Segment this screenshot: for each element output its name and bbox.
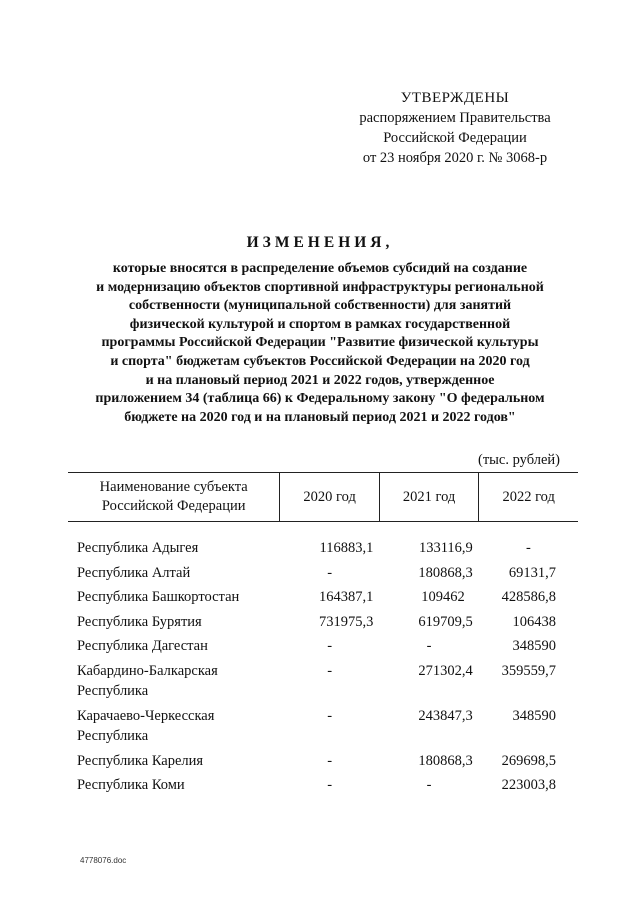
value-2020: - [327,752,333,769]
header-region: Наименование субъекта Российской Федерации [68,473,280,522]
header-2021: 2021 год [379,473,478,522]
value-2021: 243847,3 [418,707,473,724]
subtitle-line: которые вносятся в распределение объемов субсидий на создание [112,261,528,276]
value-2021: 619709,5 [418,613,473,630]
approval-line-1: распоряжением Правительства [359,110,551,126]
value-2021: 271302,4 [418,662,473,679]
value-2022: 428586,8 [501,589,556,605]
value-2022: - [525,540,531,556]
subtitle-line: собственности (муниципальной собственности) для занятий [128,298,512,314]
value-2022: 269698,5 [501,752,556,769]
value-2020: - [327,707,333,724]
table-row [68,587,578,612]
region-name: Карачаево-Черкесская Республика [77,707,215,744]
value-2020: 731975,3 [318,613,374,630]
subtitle-line: программы Российской Федерации "Развитие физической культуры [101,335,539,351]
region-name: Республика Адыгея [77,540,199,556]
header-2020: 2020 год [280,473,379,522]
approval-line-3: от 23 ноября 2020 г. № 3068-р [362,150,548,166]
region-name: Кабардино-Балкарская Республика [77,662,218,699]
value-2022: 359559,7 [501,662,556,679]
value-2020: - [327,564,333,581]
table-row [68,522,578,563]
value-2021: - [426,638,432,654]
header-2022: 2022 год [479,473,578,522]
approval-line-2: Российской Федерации [383,130,527,146]
value-2020: - [327,777,333,793]
region-name: Республика Дагестан [77,638,208,654]
units-label: (тыс. рублей) [478,452,560,468]
subtitle-line: приложением 34 (таблица 66) к Федеральному закону "О федеральном [95,391,545,407]
value-2020: 116883,1 [319,540,374,556]
subtitle-line: и спорта" бюджетам субъектов Российской Федерации на 2020 год [110,353,530,369]
value-2022: 348590 [512,707,556,724]
table-row [68,751,578,776]
table-row [68,661,578,706]
value-2022: 106438 [512,613,556,630]
value-2021: 180868,3 [418,564,473,581]
region-name: Республика Башкортостан [77,589,240,605]
value-2021: 180868,3 [418,752,473,769]
table-row [68,775,578,800]
document-filename: 4778076.doc [80,856,127,865]
value-2021: 133116,9 [418,540,473,556]
table-row [68,706,578,751]
value-2020: - [327,662,333,679]
subtitle-line: физической культурой и спортом в рамках государственной [129,316,511,332]
value-2022: 223003,8 [501,777,556,793]
subtitle-line: и модернизацию объектов спортивной инфраструктуры региональной [96,279,544,295]
approval-heading: УТВЕРЖДЕНЫ [400,90,510,106]
document-title: ИЗМЕНЕНИЯ, [246,234,394,251]
document-subtitle [60,260,580,427]
value-2021: - [426,777,432,793]
region-name: Республика Карелия [77,752,204,769]
table-row [68,563,578,588]
value-2022: 69131,7 [508,564,556,581]
subtitle-line: и на плановый период 2021 и 2022 годов, утвержденное [145,372,495,388]
region-name: Республика Коми [77,777,185,793]
value-2022: 348590 [512,638,556,654]
subsidy-table [68,472,578,800]
value-2020: 164387,1 [318,589,374,605]
value-2020: - [327,638,333,654]
region-name: Республика Алтай [77,564,191,581]
table-header-row [68,473,578,522]
table-row [68,612,578,637]
value-2021: 109462 [421,589,465,605]
table-row [68,636,578,661]
approval-block [330,88,580,168]
subtitle-line: бюджете на 2020 год и на плановый период 2021 и 2022 годов" [124,409,516,425]
region-name: Республика Бурятия [77,613,202,630]
